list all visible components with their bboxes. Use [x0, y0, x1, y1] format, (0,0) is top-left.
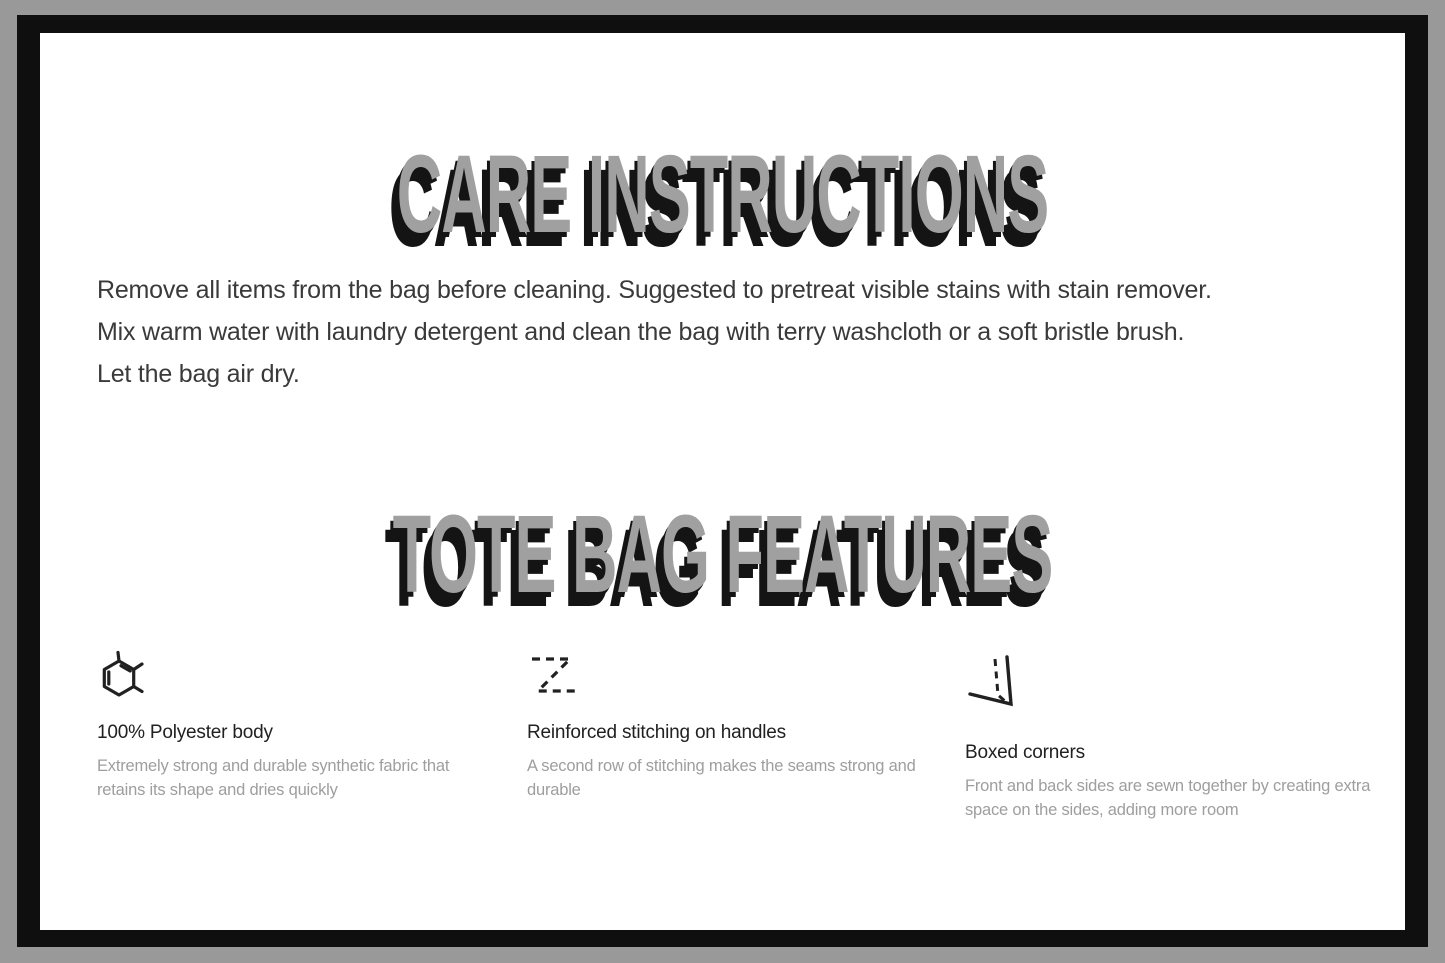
feature-title: Boxed corners	[965, 742, 1085, 763]
feature-description-line: Extremely strong and durable synthetic fabric that	[97, 757, 450, 775]
care-text-line: Remove all items from the bag before cleaning. Suggested to pretreat visible stains with stain remover.	[97, 276, 1212, 304]
feature-description-line: A second row of stitching makes the seams strong and	[527, 757, 916, 775]
feature-description	[527, 755, 965, 802]
feature-description	[965, 775, 1370, 822]
picture-frame	[17, 15, 1428, 947]
feature-polyester-body	[97, 650, 527, 802]
feature-description-line: retains its shape and dries quickly	[97, 780, 338, 799]
care-instructions-text	[97, 269, 1348, 395]
feature-title: Reinforced stitching on handles	[527, 722, 786, 743]
feature-description-line: Front and back sides are sewn together by creating extra	[965, 777, 1371, 795]
care-text-line: Let the bag air dry.	[97, 360, 300, 388]
feature-title: 100% Polyester body	[97, 722, 273, 743]
stitching-icon	[527, 650, 965, 702]
tote-bag-features-title: TOTE BAG FEATURES	[392, 493, 1053, 617]
care-text-line: Mix warm water with laundry detergent and clean the bag with terry washcloth or a soft bristle brush.	[97, 318, 1185, 346]
feature-description-line: durable	[527, 780, 581, 799]
feature-reinforced-stitching	[527, 650, 965, 802]
care-instructions-title: CARE INSTRUCTIONS	[396, 133, 1049, 257]
product-info-card	[40, 33, 1405, 930]
boxed-corner-icon	[965, 654, 1370, 716]
polymer-hexagon-icon	[97, 650, 527, 702]
feature-boxed-corners	[965, 654, 1370, 822]
feature-description-line: space on the sides, adding more room	[965, 800, 1239, 819]
feature-description	[97, 755, 527, 802]
features-row	[97, 650, 1371, 822]
